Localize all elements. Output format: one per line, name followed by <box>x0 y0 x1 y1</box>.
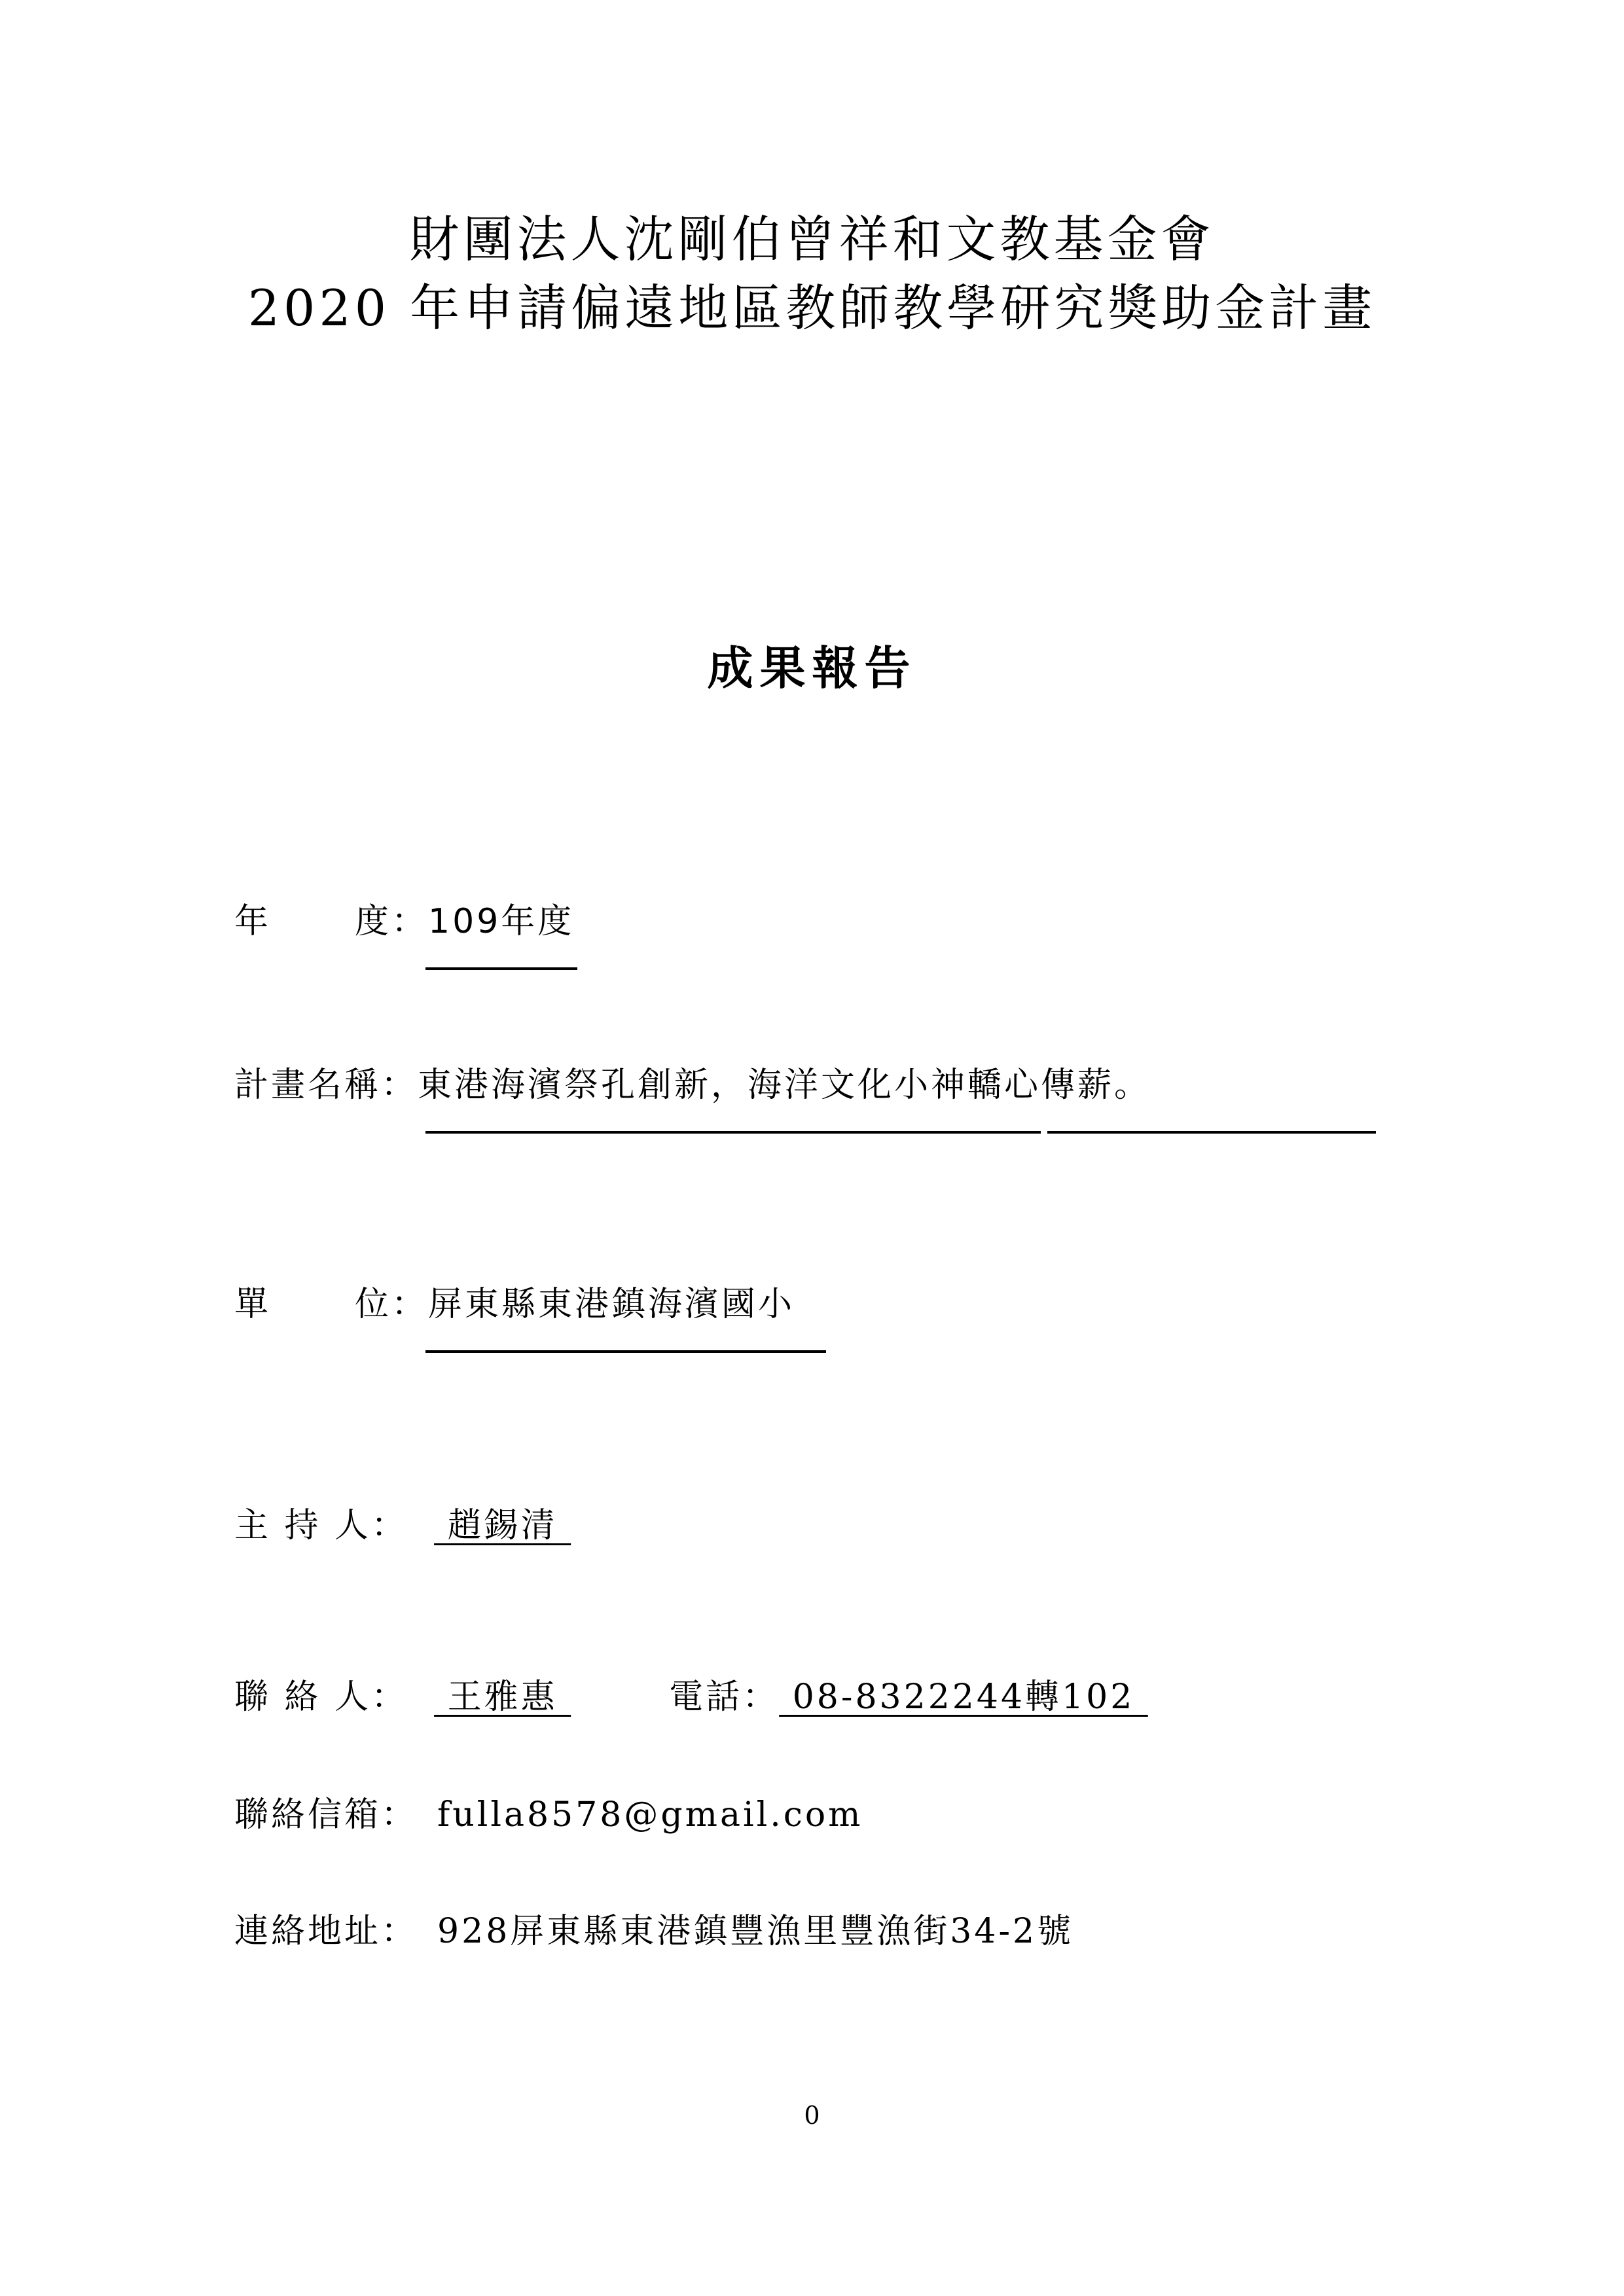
contact-value: 王雅惠 <box>434 1677 571 1717</box>
report-title: 成果報告 <box>707 641 917 695</box>
address-value: 928屏東縣東港鎮豐漁里豐漁街34-2號 <box>437 1912 1074 1951</box>
email-label: 聯絡信箱 <box>234 1795 382 1835</box>
contact-label: 聯 絡 人 <box>234 1677 372 1717</box>
phone-label: 電話 <box>669 1677 743 1717</box>
unit-colon: ： <box>391 1285 429 1324</box>
project-name-underline-1 <box>425 1131 1041 1134</box>
contact-row <box>234 1669 1148 1718</box>
unit-underline <box>425 1350 826 1353</box>
unit-row <box>234 1276 795 1325</box>
email-row <box>234 1787 863 1836</box>
page-number: 0 <box>804 2101 820 2130</box>
year-label-a: 年 <box>234 902 272 941</box>
foundation-name: 財團法人沈剛伯曾祥和文教基金會 <box>409 210 1215 268</box>
year-colon: ： <box>391 902 429 941</box>
address-row <box>234 1903 1074 1952</box>
unit-label-a: 單 <box>234 1285 272 1324</box>
host-row <box>234 1498 571 1547</box>
year-label-b: 度 <box>355 902 392 941</box>
year-underline <box>425 967 577 970</box>
host-value: 趙錫清 <box>434 1506 571 1545</box>
program-title: 2020 年申請偏遠地區教師教學研究獎助金計畫 <box>247 279 1377 337</box>
unit-value: 屏東縣東港鎮海濱國小 <box>428 1285 795 1324</box>
address-label: 連絡地址 <box>234 1912 382 1951</box>
contact-colon: ： <box>371 1677 408 1717</box>
project-name-underline-2 <box>1047 1131 1376 1134</box>
year-value: 109年度 <box>428 902 575 941</box>
project-name-colon: ： <box>381 1066 418 1105</box>
host-label: 主 持 人 <box>234 1506 372 1545</box>
project-name-value: 東港海濱祭孔創新，海洋文化小神轎心傳薪。 <box>418 1066 1151 1105</box>
unit-label-b: 位 <box>355 1285 392 1324</box>
phone-colon: ： <box>742 1677 780 1717</box>
email-value: fulla8578@gmail.com <box>437 1795 863 1835</box>
email-colon: ： <box>381 1795 418 1835</box>
host-colon: ： <box>371 1506 408 1545</box>
project-name-row <box>234 1057 1151 1106</box>
year-row <box>234 893 574 942</box>
phone-value: 08-8322244轉102 <box>779 1677 1148 1717</box>
project-name-label: 計畫名稱 <box>234 1066 382 1105</box>
address-colon: ： <box>381 1912 418 1951</box>
